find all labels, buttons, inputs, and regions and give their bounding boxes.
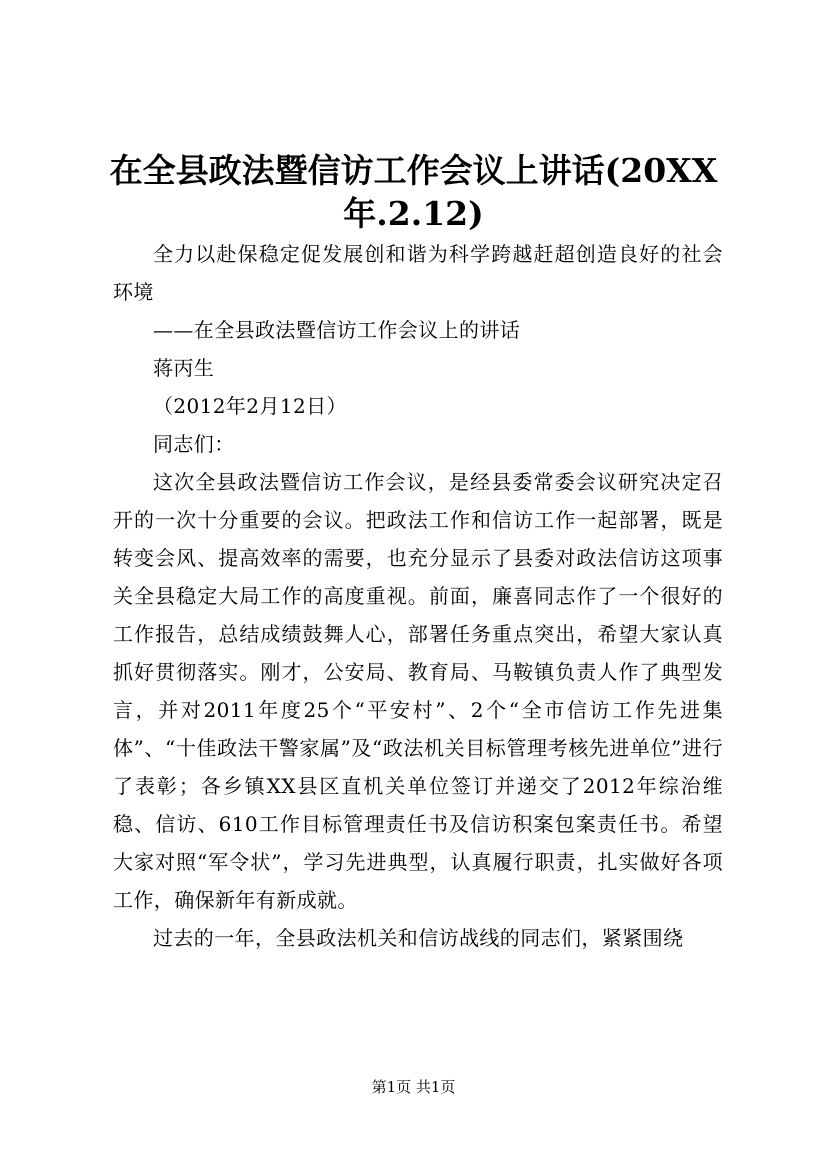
speaker-name: 蒋丙生 (153, 356, 215, 380)
salutation: 同志们： (153, 432, 235, 456)
document-title-line-2: 年.2.12) (343, 194, 484, 233)
page-footer: 第1页 共1页 (371, 1078, 456, 1096)
speech-date: （2012年2月12日） (153, 394, 347, 418)
subtitle-paragraph: 全力以赴保稳定促发展创和谐为科学跨越赶超创造良好的社会环境 (113, 242, 723, 304)
subtitle-speech-line: ——在全县政法暨信访工作会议上的讲话 (153, 318, 521, 342)
body-paragraph: 这次全县政法暨信访工作会议，是经县委常委会议研究决定召开的一次十分重要的会议。把政法工作和信访工作一起部署，既是转变会风、提高效率的需要，也充分显示了县委对政法信访这项事关全县稳定大局工作的高度重视。前面，廉喜同志作了一个很好的工作报告，总结成绩鼓舞人心，部署任务重点突出，希望大家认真抓好贯彻落实。刚才，公安局、教育局、马鞍镇负责人作了典型发言，并对2011年度25个“平安村”、2个“全市信访工作先进集体”、“十佳政法干警家属”及“政法机关目标管理考核先进单位”进行了表彰；各乡镇XX县区直机关单位签订并递交了2012年综治维稳、信访、610工作目标管理责任书及信访积案包案责任书。希望大家对照“军令状”，学习先进典型，认真履行职责，扎实做好各项工作，确保新年有新成就。 (113, 470, 723, 912)
document-body (113, 235, 723, 957)
document-title-line-1: 在全县政法暨信访工作会议上讲话(20XX (109, 151, 718, 190)
body-paragraph: 过去的一年，全县政法机关和信访战线的同志们，紧紧围绕 (153, 926, 684, 950)
